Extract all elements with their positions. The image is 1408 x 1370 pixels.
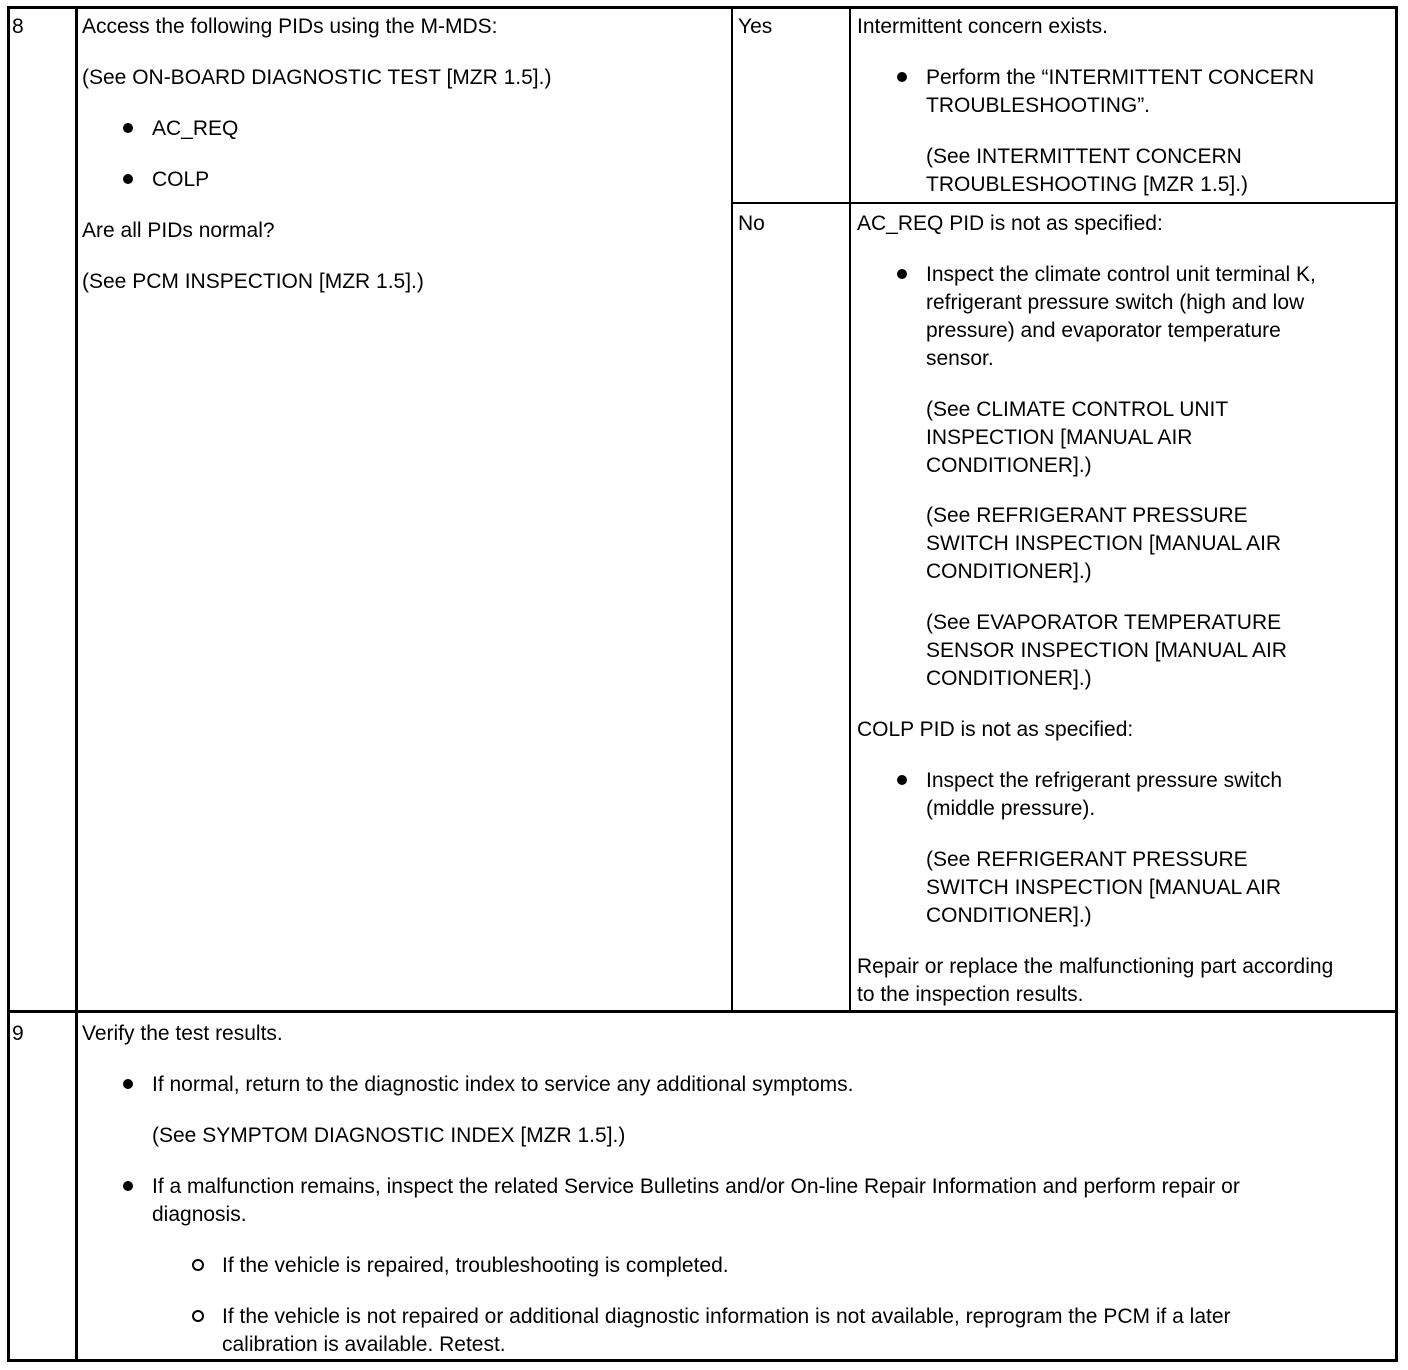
see-ccu-line-2: INSPECTION [MANUAL AIR	[926, 426, 1193, 449]
yes-heading: Intermittent concern exists.	[857, 15, 1108, 38]
see-rps2-line-3: CONDITIONER].)	[926, 904, 1092, 927]
see-rps2-line-2: SWITCH INSPECTION [MANUAL AIR	[926, 876, 1282, 899]
see-evap-line-3: CONDITIONER].)	[926, 667, 1092, 690]
see-evap-line-2: SENSOR INSPECTION [MANUAL AIR	[926, 639, 1287, 662]
ac-req-bullet-line-2: refrigerant pressure switch (high and low	[926, 291, 1305, 314]
step-8-intro: Access the following PIDs using the M-MDS:	[82, 15, 498, 38]
ac-req-bullet-line-4: sensor.	[926, 347, 994, 370]
column-divider-result	[849, 6, 851, 1012]
bullet-icon	[897, 72, 907, 82]
pid-ac-req: AC_REQ	[152, 117, 239, 140]
see-rps1-line-1: (See REFRIGERANT PRESSURE	[926, 504, 1248, 527]
repair-line-2: to the inspection results.	[857, 983, 1084, 1006]
colp-bullet-line-1: Inspect the refrigerant pressure switch	[926, 769, 1282, 792]
row-divider	[7, 1010, 1398, 1013]
step-8-see-obd: (See ON-BOARD DIAGNOSTIC TEST [MZR 1.5].)	[82, 66, 552, 89]
bullet-icon	[123, 1079, 133, 1089]
step-8-question: Are all PIDs normal?	[82, 219, 275, 242]
yes-bullet-line-2: TROUBLESHOOTING”.	[926, 94, 1151, 117]
yes-no-divider	[731, 202, 1398, 204]
no-label: No	[738, 212, 765, 235]
see-rps1-line-2: SWITCH INSPECTION [MANUAL AIR	[926, 532, 1282, 555]
bullet-icon	[123, 1181, 133, 1191]
step-9-bullet-1: If normal, return to the diagnostic index to service any additional symptoms.	[152, 1073, 854, 1096]
table-border-left	[7, 6, 10, 1362]
pid-colp: COLP	[152, 168, 210, 191]
step-8-number: 8	[12, 15, 24, 38]
yes-bullet-line-1: Perform the “INTERMITTENT CONCERN	[926, 66, 1315, 89]
colp-bullet-line-2: (middle pressure).	[926, 797, 1096, 820]
see-rps2-line-1: (See REFRIGERANT PRESSURE	[926, 848, 1248, 871]
bullet-icon	[123, 123, 133, 133]
step-9-sub-2-line-2: calibration is available. Retest.	[222, 1333, 506, 1356]
table-border-bottom	[7, 1359, 1398, 1362]
step-9-bullet-2-line-1: If a malfunction remains, inspect the related Service Bulletins and/or On-line Repair Information and perform repair or	[152, 1175, 1240, 1198]
table-border-top	[7, 6, 1398, 9]
table-border-right	[1395, 6, 1398, 1362]
ac-req-heading: AC_REQ PID is not as specified:	[857, 212, 1163, 235]
see-evap-line-1: (See EVAPORATOR TEMPERATURE	[926, 611, 1282, 634]
step-9-number: 9	[12, 1022, 24, 1045]
see-rps1-line-3: CONDITIONER].)	[926, 560, 1092, 583]
column-divider-step	[75, 6, 78, 1362]
bullet-icon	[897, 269, 907, 279]
step-8-see-pcm: (See PCM INSPECTION [MZR 1.5].)	[82, 270, 424, 293]
step-9-sub-1: If the vehicle is repaired, troubleshooting is completed.	[222, 1254, 729, 1277]
ac-req-bullet-line-1: Inspect the climate control unit terminal K,	[926, 263, 1316, 286]
yes-see-line-1: (See INTERMITTENT CONCERN	[926, 145, 1242, 168]
colp-heading: COLP PID is not as specified:	[857, 718, 1134, 741]
sub-bullet-icon	[192, 1310, 204, 1322]
ac-req-bullet-line-3: pressure) and evaporator temperature	[926, 319, 1281, 342]
step-9-bullet-2-line-2: diagnosis.	[152, 1203, 247, 1226]
step-9-see-index: (See SYMPTOM DIAGNOSTIC INDEX [MZR 1.5].)	[152, 1124, 626, 1147]
column-divider-action	[731, 6, 733, 1012]
yes-label: Yes	[738, 15, 773, 38]
bullet-icon	[897, 775, 907, 785]
repair-line-1: Repair or replace the malfunctioning part according	[857, 955, 1334, 978]
step-9-sub-2-line-1: If the vehicle is not repaired or additional diagnostic information is not available, reprogram the PCM if a later	[222, 1305, 1231, 1328]
bullet-icon	[123, 174, 133, 184]
see-ccu-line-3: CONDITIONER].)	[926, 454, 1092, 477]
see-ccu-line-1: (See CLIMATE CONTROL UNIT	[926, 398, 1229, 421]
sub-bullet-icon	[192, 1259, 204, 1271]
yes-see-line-2: TROUBLESHOOTING [MZR 1.5].)	[926, 173, 1249, 196]
step-9-intro: Verify the test results.	[82, 1022, 283, 1045]
